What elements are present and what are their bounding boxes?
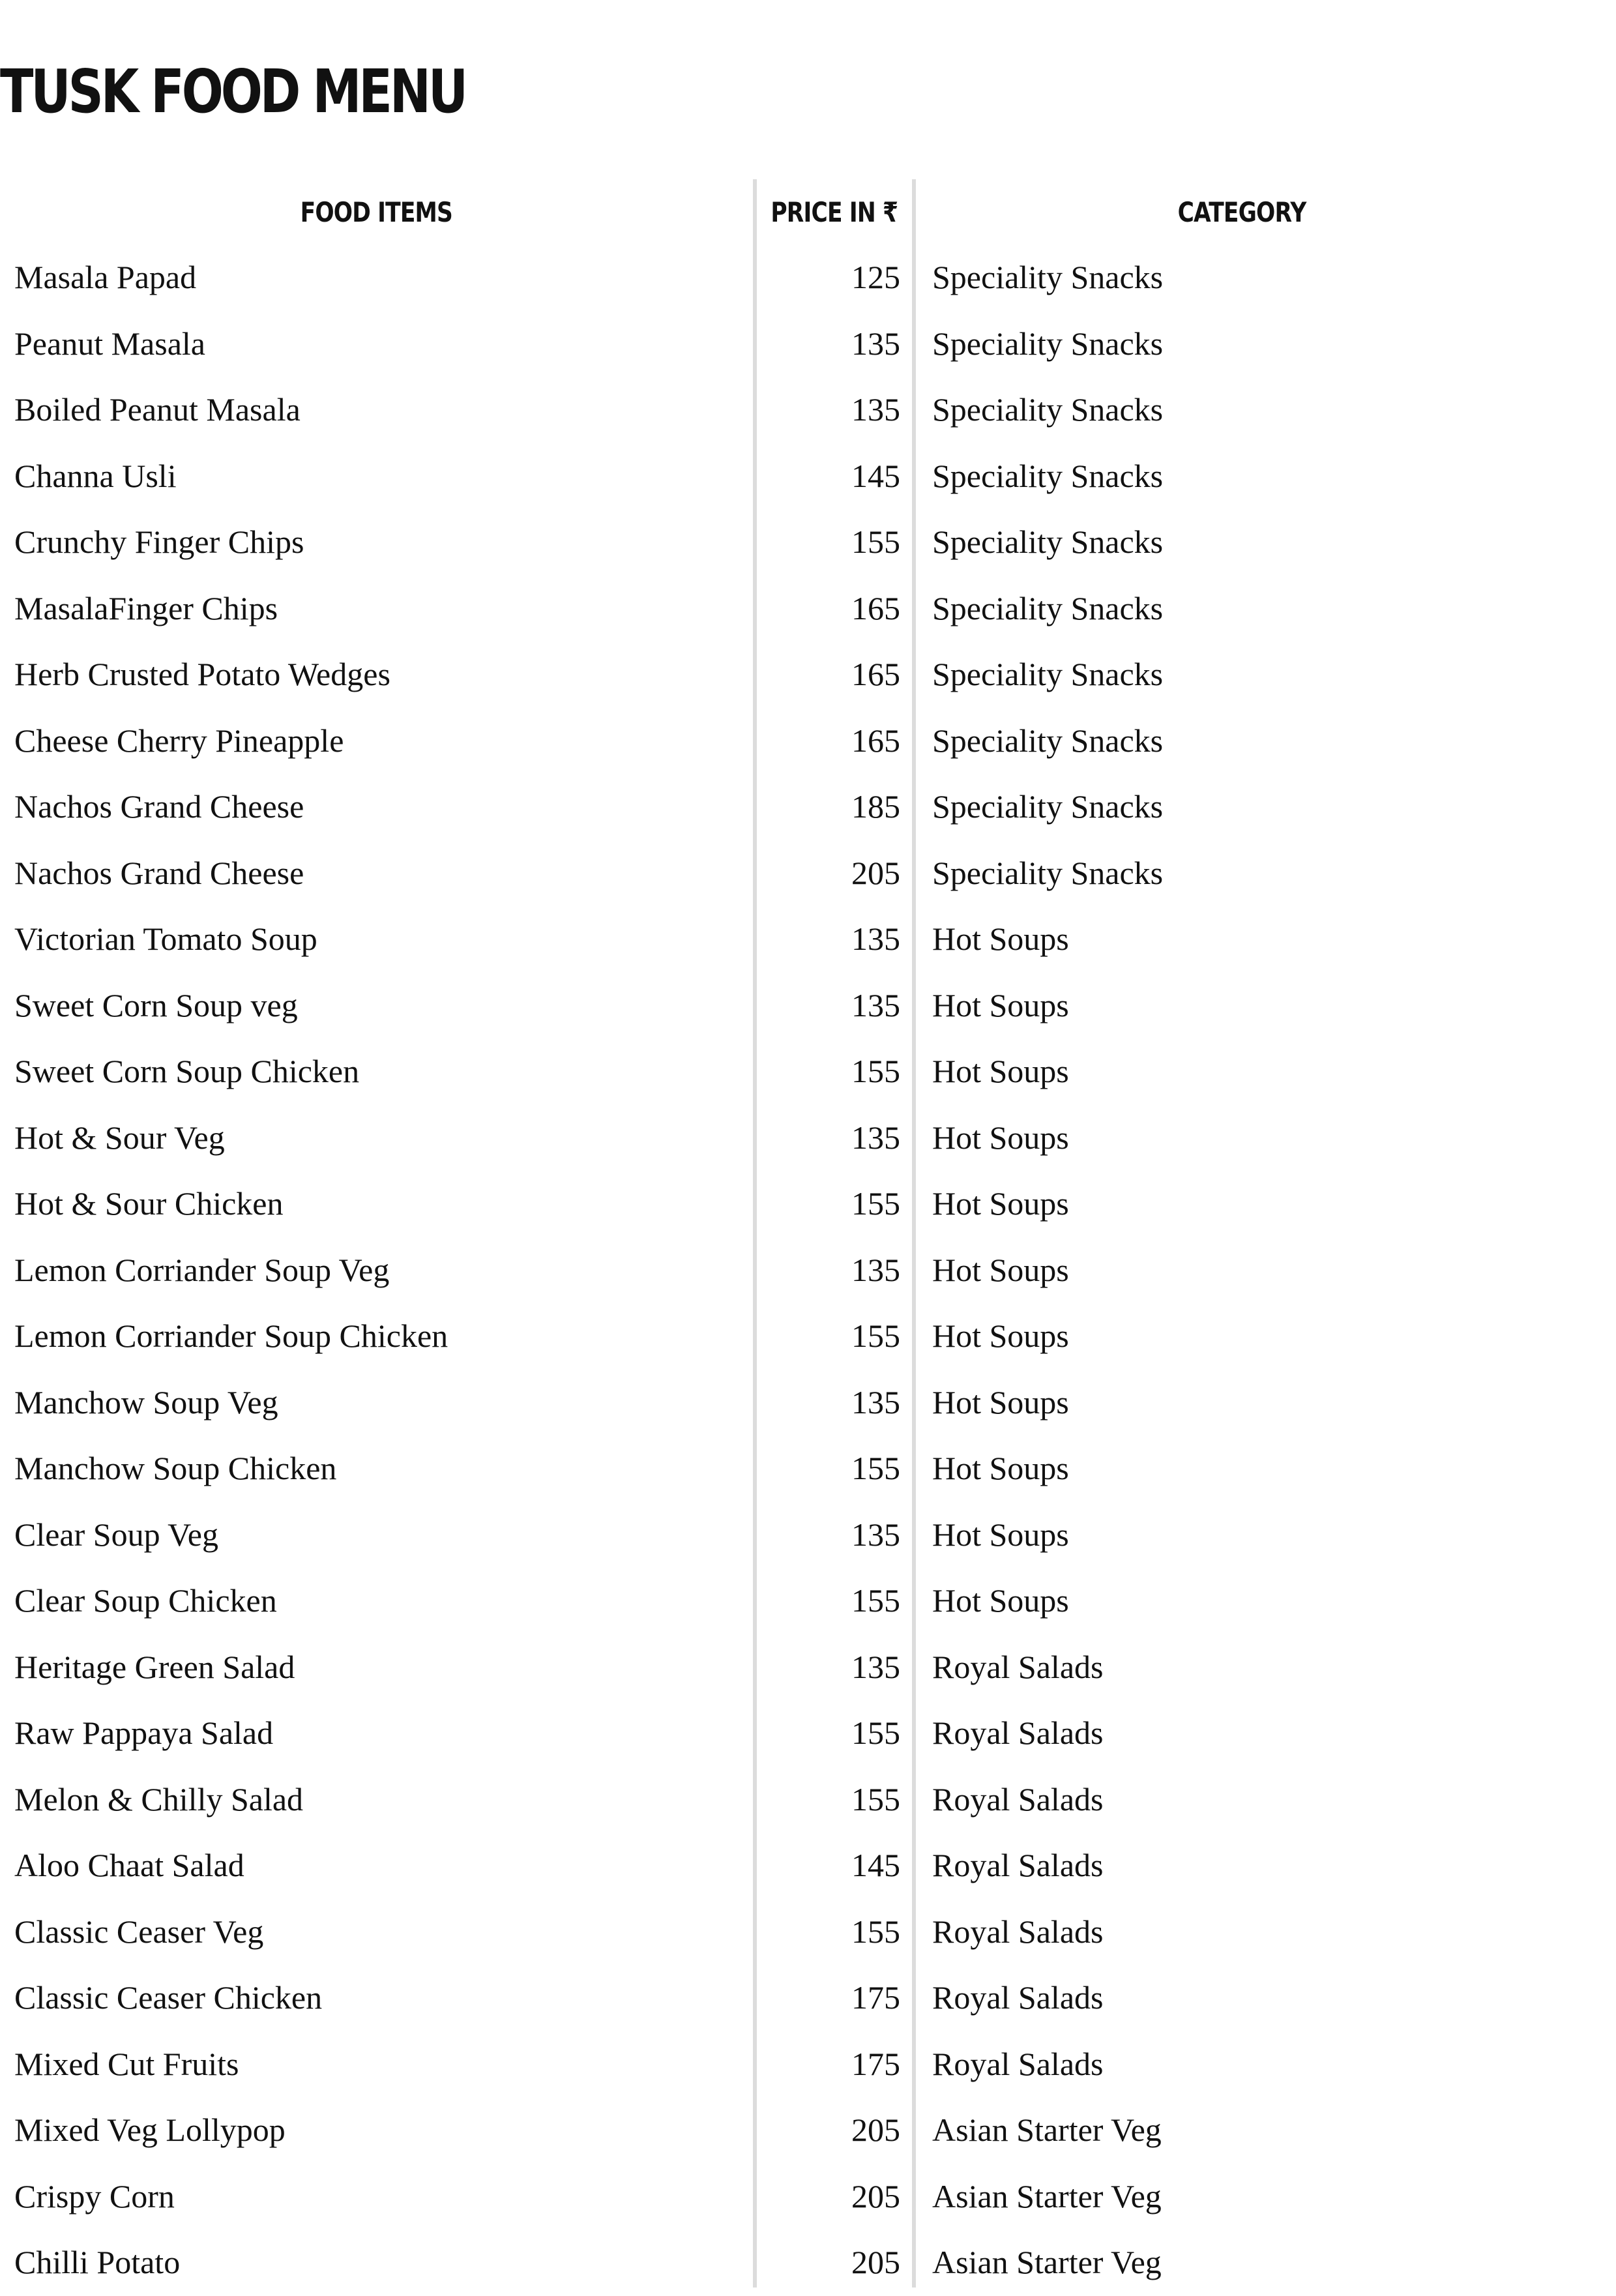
item-price: 135 [851, 1516, 900, 1553]
item-price: 125 [851, 259, 900, 295]
item-category: Speciality Snacks [932, 656, 1164, 692]
item-price: 135 [851, 1648, 900, 1685]
item-price: 205 [851, 2112, 900, 2148]
item-price: 155 [851, 1582, 900, 1619]
item-category: Speciality Snacks [932, 325, 1164, 362]
item-name: Mixed Veg Lollypop [14, 2112, 286, 2148]
menu-row [0, 708, 1616, 774]
menu-row [0, 1832, 1616, 1899]
item-price: 155 [851, 523, 900, 560]
menu-row [0, 1237, 1616, 1304]
item-name: Herb Crusted Potato Wedges [14, 656, 390, 692]
menu-row [0, 2097, 1616, 2164]
item-name: Boiled Peanut Masala [14, 391, 301, 428]
item-category: Speciality Snacks [932, 391, 1164, 428]
item-category: Hot Soups [932, 1516, 1069, 1553]
item-name: Classic Ceaser Veg [14, 1913, 264, 1950]
item-category: Hot Soups [932, 1317, 1069, 1354]
item-price: 145 [851, 457, 900, 494]
menu-row [0, 906, 1616, 973]
menu-row [0, 1105, 1616, 1171]
item-name: Nachos Grand Cheese [14, 788, 304, 825]
menu-row [0, 840, 1616, 907]
menu-row [0, 1965, 1616, 2031]
item-price: 135 [851, 1383, 900, 1420]
menu-row [0, 1502, 1616, 1568]
menu-row [0, 2164, 1616, 2230]
item-category: Asian Starter Veg [932, 2244, 1162, 2280]
item-price: 135 [851, 1251, 900, 1288]
page-title: TUSK FOOD MENU [0, 57, 466, 126]
item-price: 155 [851, 1913, 900, 1950]
item-category: Speciality Snacks [932, 457, 1164, 494]
item-name: Victorian Tomato Soup [14, 920, 317, 957]
menu-row [0, 1435, 1616, 1502]
item-name: Nachos Grand Cheese [14, 854, 304, 891]
header-price: PRICE IN ₹ [771, 196, 898, 228]
item-category: Hot Soups [932, 1251, 1069, 1288]
item-category: Hot Soups [932, 1119, 1069, 1156]
item-price: 165 [851, 722, 900, 759]
item-category: Royal Salads [932, 1780, 1104, 1818]
item-name: Masala Papad [14, 259, 197, 295]
menu-row [0, 1700, 1616, 1767]
item-category: Royal Salads [932, 1913, 1104, 1950]
item-name: Sweet Corn Soup Chicken [14, 1053, 360, 1089]
menu-row [0, 2230, 1616, 2296]
item-name: Manchow Soup Chicken [14, 1450, 337, 1486]
item-category: Speciality Snacks [932, 854, 1164, 891]
item-price: 155 [851, 1053, 900, 1089]
item-price: 145 [851, 1847, 900, 1883]
item-name: Lemon Corriander Soup Chicken [14, 1317, 448, 1354]
menu-row [0, 509, 1616, 576]
item-category: Hot Soups [932, 1185, 1069, 1222]
item-category: Speciality Snacks [932, 589, 1164, 626]
item-price: 165 [851, 589, 900, 626]
menu-row [0, 311, 1616, 377]
item-name: Crunchy Finger Chips [14, 523, 304, 560]
menu-row [0, 1370, 1616, 1436]
item-category: Royal Salads [932, 1715, 1104, 1751]
item-category: Hot Soups [932, 986, 1069, 1023]
item-name: Aloo Chaat Salad [14, 1847, 244, 1883]
item-name: Clear Soup Chicken [14, 1582, 277, 1619]
item-price: 155 [851, 1715, 900, 1751]
menu-row [0, 1568, 1616, 1634]
item-category: Asian Starter Veg [932, 2112, 1162, 2148]
item-name: Chilli Potato [14, 2244, 181, 2280]
item-name: Crispy Corn [14, 2177, 175, 2215]
item-name: Lemon Corriander Soup Veg [14, 1251, 390, 1288]
item-category: Speciality Snacks [932, 523, 1164, 560]
item-price: 135 [851, 986, 900, 1023]
table-header [0, 179, 1616, 244]
item-name: Raw Pappaya Salad [14, 1715, 274, 1751]
header-category: CATEGORY [1177, 196, 1306, 228]
menu-row [0, 973, 1616, 1039]
item-price: 165 [851, 656, 900, 692]
item-price: 135 [851, 325, 900, 362]
item-name: MasalaFinger Chips [14, 589, 278, 626]
item-price: 155 [851, 1185, 900, 1222]
item-category: Royal Salads [932, 1979, 1104, 2016]
menu-row [0, 1899, 1616, 1965]
menu-row [0, 774, 1616, 840]
menu-rows [0, 244, 1616, 2296]
menu-row [0, 244, 1616, 311]
item-price: 135 [851, 391, 900, 428]
item-name: Heritage Green Salad [14, 1648, 295, 1685]
item-category: Royal Salads [932, 1847, 1104, 1883]
menu-row [0, 443, 1616, 510]
item-price: 205 [851, 854, 900, 891]
menu-row [0, 1171, 1616, 1237]
item-price: 155 [851, 1780, 900, 1818]
item-category: Royal Salads [932, 2045, 1104, 2082]
item-price: 135 [851, 920, 900, 957]
item-name: Sweet Corn Soup veg [14, 986, 298, 1023]
item-name: Manchow Soup Veg [14, 1383, 278, 1420]
header-food-items: FOOD ITEMS [300, 196, 453, 228]
item-price: 155 [851, 1317, 900, 1354]
menu-row [0, 1767, 1616, 1833]
item-price: 175 [851, 2045, 900, 2082]
item-price: 205 [851, 2177, 900, 2215]
item-category: Royal Salads [932, 1648, 1104, 1685]
item-name: Classic Ceaser Chicken [14, 1979, 323, 2016]
menu-row [0, 576, 1616, 642]
item-price: 185 [851, 788, 900, 825]
item-name: Melon & Chilly Salad [14, 1780, 304, 1818]
menu-row [0, 377, 1616, 443]
menu-row [0, 2031, 1616, 2098]
item-price: 155 [851, 1450, 900, 1486]
item-name: Peanut Masala [14, 325, 205, 362]
menu-row [0, 1634, 1616, 1701]
menu-row [0, 1038, 1616, 1105]
item-name: Hot & Sour Chicken [14, 1185, 284, 1222]
item-name: Hot & Sour Veg [14, 1119, 225, 1156]
item-category: Hot Soups [932, 1383, 1069, 1420]
item-price: 205 [851, 2244, 900, 2280]
item-category: Speciality Snacks [932, 259, 1164, 295]
item-category: Speciality Snacks [932, 722, 1164, 759]
item-name: Mixed Cut Fruits [14, 2045, 239, 2082]
item-category: Hot Soups [932, 1053, 1069, 1089]
item-category: Hot Soups [932, 1450, 1069, 1486]
menu-row [0, 641, 1616, 708]
item-category: Hot Soups [932, 1582, 1069, 1619]
item-name: Cheese Cherry Pineapple [14, 722, 344, 759]
item-price: 175 [851, 1979, 900, 2016]
item-name: Channa Usli [14, 457, 177, 494]
item-price: 135 [851, 1119, 900, 1156]
item-category: Asian Starter Veg [932, 2177, 1162, 2215]
item-name: Clear Soup Veg [14, 1516, 218, 1553]
menu-row [0, 1303, 1616, 1370]
item-category: Hot Soups [932, 920, 1069, 957]
item-category: Speciality Snacks [932, 788, 1164, 825]
